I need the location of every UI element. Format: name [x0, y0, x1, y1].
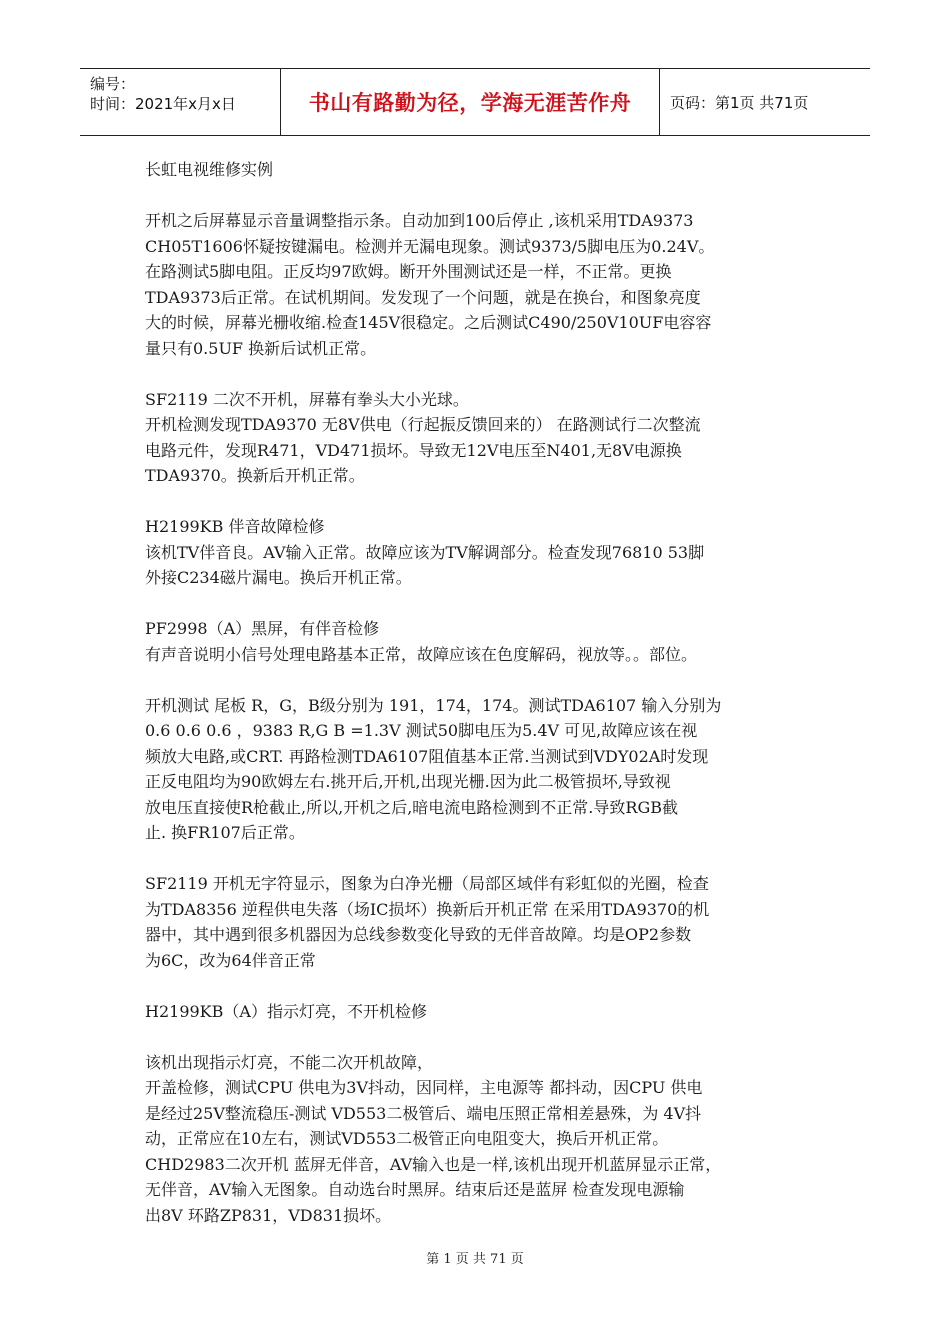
text-line: 在路测试5脚电阻。正反均97欧姆。断开外围测试还是一样，不正常。更换: [145, 262, 672, 281]
header-motto: 书山有路勤为径，学海无涯苦作舟: [308, 91, 632, 115]
document-title: 长虹电视维修实例: [145, 160, 274, 179]
blank-line: [145, 846, 815, 872]
text-line: H2199KB（A）指示灯亮，不开机检修: [145, 1001, 427, 1021]
serial-label: 编号：: [90, 75, 136, 93]
text-line: 有声音说明小信号处理电路基本正常，故障应该在色度解码，视放等。。部位。: [145, 644, 698, 664]
text-line: H2199KB 伴音故障检修: [145, 517, 325, 536]
text-line: CH05T1606怀疑按键漏电。检测并无漏电现象。测试9373/5脚电压为0.24V。: [145, 236, 715, 256]
text-line: CHD2983二次开机 蓝屏无伴音，AV输入也是一样,该机出现开机蓝屏显示正常，: [145, 1154, 722, 1174]
text-line: 放电压直接使R枪截止,所以,开机之后,暗电流电路检测到不正常.导致RGB截: [145, 797, 678, 817]
blank-line: [145, 591, 815, 617]
text-line: 外接C234磁片漏电。换后开机正常。: [145, 568, 412, 587]
text-line: 该机出现指示灯亮，不能二次开机故障，: [145, 1052, 434, 1072]
text-line: 大的时候，屏幕光栅收缩.检查145V很稳定。之后测试C490/250V10UF电容容: [145, 313, 712, 332]
text-line: 量只有0.5UF 换新后试机正常。: [145, 338, 377, 358]
text-line: 无伴音，AV输入无图象。自动选台时黑屏。结束后还是蓝屏 检查发现电源输: [145, 1180, 685, 1199]
header-meta: [80, 69, 280, 135]
blank-line: [145, 489, 815, 515]
text-line: PF2998（A）黑屏，有伴音检修: [145, 619, 380, 638]
text-line: 0.6 0.6 0.6 ，9383 R,G B =1.3V 测试50脚电压为5.4V 可见,故障应该在视: [145, 721, 698, 740]
time-label: 时间：2021年x月x日: [90, 95, 236, 113]
text-line: SF2119 二次不开机，屏幕有拳头大小光球。: [145, 389, 469, 409]
text-line: 正反电阻均为90欧姆左右.挑开后,开机,出现光栅.因为此二极管损坏,导致视: [145, 772, 671, 791]
text-line: 止. 换FR107后正常。: [145, 823, 305, 842]
blank-line: [145, 973, 815, 999]
page-header: [80, 68, 870, 136]
blank-line: [145, 667, 815, 693]
text-line: 开机检测发现TDA9370 无8V供电（行起振反馈回来的） 在路测试行二次整流: [145, 415, 701, 434]
text-line: 开机之后屏幕显示音量调整指示条。自动加到100后停止 ,该机采用TDA9373: [145, 211, 694, 230]
text-line: TDA9370。换新后开机正常。: [145, 466, 365, 485]
paragraph-list: [145, 208, 815, 1228]
header-page-info: 页码：第1页 共71页: [670, 93, 809, 112]
page-footer: 第 1 页 共 71 页: [426, 1252, 524, 1267]
text-line: 是经过25V整流稳压-测试 VD553二极管后、端电压照正常相差悬殊，为 4V抖: [145, 1103, 702, 1123]
document-body: [145, 157, 815, 1228]
text-line: 动，正常应在10左右，测试VD553二极管正向电阻变大，换后开机正常。: [145, 1129, 669, 1148]
text-line: 电路元件，发现R471，VD471损坏。导致无12V电压至N401,无8V电源换: [145, 440, 682, 460]
text-line: 出8V 环路ZP831，VD831损坏。: [145, 1205, 392, 1225]
blank-line: [145, 1024, 815, 1050]
text-line: 该机TV伴音良。AV输入正常。故障应该为TV解调部分。检查发现76810 53脚: [145, 542, 705, 562]
text-line: 开机测试 尾板 R，G，B级分别为 191，174，174。测试TDA6107 输入分别为: [145, 695, 722, 715]
text-line: TDA9373后正常。在试机期间。发发现了一个问题，就是在换台，和图象亮度: [145, 287, 701, 307]
text-line: 频放大电路,或CRT. 再路检测TDA6107阻值基本正常.当测试到VDY02A时发现: [145, 746, 709, 766]
blank-line: [145, 361, 815, 387]
text-line: 为TDA8356 逆程供电失落（场IC损坏）换新后开机正常 在采用TDA9370的机: [145, 899, 710, 919]
blank-line: [145, 183, 815, 209]
text-line: 开盖检修，测试CPU 供电为3V抖动，因同样，主电源等 都抖动，因CPU 供电: [145, 1078, 703, 1097]
text-line: 为6C，改为64伴音正常: [145, 950, 316, 970]
text-line: 器中，其中遇到很多机器因为总线参数变化导致的无伴音故障。均是OP2参数: [145, 925, 692, 944]
text-line: SF2119 开机无字符显示，图象为白净光栅（局部区域伴有彩虹似的光圈，检查: [145, 874, 709, 893]
